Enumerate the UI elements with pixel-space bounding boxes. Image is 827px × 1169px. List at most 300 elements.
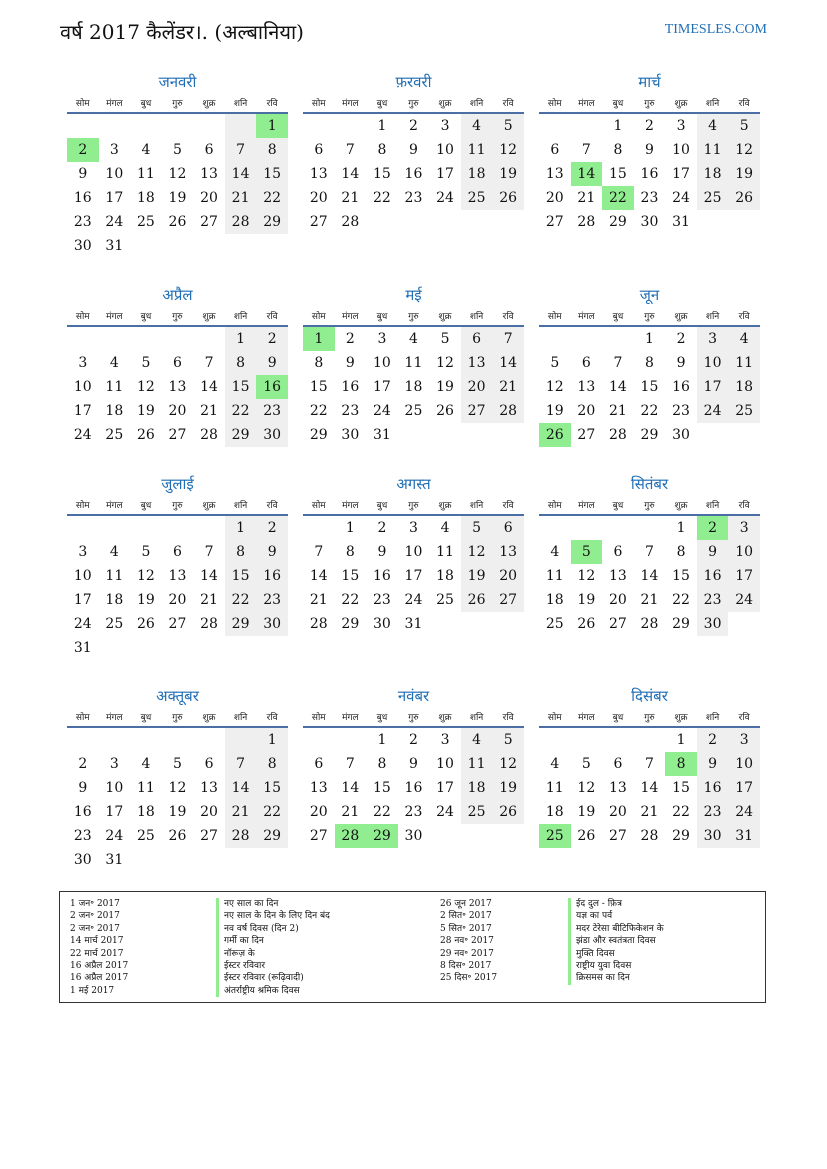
day-cell[interactable]: 16 (404, 166, 423, 182)
day-cell[interactable]: 23 (672, 403, 690, 419)
day-cell[interactable]: 5 (492, 114, 524, 138)
day-cell[interactable]: 11 (105, 379, 124, 395)
day-cell[interactable]: 26 (539, 423, 571, 447)
day-cell[interactable]: 24 (697, 399, 729, 423)
day-cell[interactable]: 28 (608, 427, 627, 443)
day-cell[interactable]: 2 (78, 756, 88, 772)
day-cell[interactable]: 21 (640, 592, 659, 608)
day-cell[interactable]: 8 (256, 138, 288, 162)
day-cell[interactable]: 11 (136, 166, 155, 182)
day-cell[interactable]: 22 (672, 804, 690, 820)
day-cell[interactable]: 15 (608, 166, 627, 182)
day-cell[interactable]: 15 (672, 780, 690, 796)
day-cell[interactable]: 25 (404, 403, 423, 419)
day-cell[interactable]: 17 (73, 403, 92, 419)
day-cell[interactable]: 13 (492, 540, 524, 564)
day-cell[interactable]: 6 (173, 544, 182, 560)
day-cell[interactable]: 8 (377, 142, 387, 158)
day-cell[interactable]: 25 (461, 186, 493, 210)
day-cell[interactable]: 19 (136, 403, 155, 419)
day-cell[interactable]: 21 (225, 800, 257, 824)
day-cell[interactable]: 4 (409, 331, 418, 347)
day-cell[interactable]: 27 (608, 616, 627, 632)
day-cell[interactable]: 1 (676, 520, 686, 536)
day-cell[interactable]: 6 (581, 355, 591, 371)
day-cell[interactable]: 13 (168, 568, 187, 584)
day-cell[interactable]: 27 (577, 427, 596, 443)
day-cell[interactable]: 15 (256, 776, 288, 800)
day-cell[interactable]: 29 (225, 612, 257, 636)
day-cell[interactable]: 30 (372, 616, 391, 632)
day-cell[interactable]: 2 (256, 327, 288, 351)
day-cell[interactable]: 16 (640, 166, 659, 182)
day-cell[interactable]: 18 (136, 190, 155, 206)
day-cell[interactable]: 2 (377, 520, 387, 536)
day-cell[interactable]: 29 (341, 616, 360, 632)
day-cell[interactable]: 13 (309, 780, 328, 796)
day-cell[interactable]: 9 (256, 540, 288, 564)
day-cell[interactable]: 23 (372, 592, 391, 608)
day-cell[interactable]: 19 (168, 804, 187, 820)
day-cell[interactable]: 10 (436, 142, 454, 158)
day-cell[interactable]: 16 (256, 564, 288, 588)
day-cell[interactable]: 19 (461, 564, 493, 588)
day-cell[interactable]: 7 (613, 355, 623, 371)
day-cell[interactable]: 1 (225, 327, 257, 351)
day-cell[interactable]: 16 (404, 780, 423, 796)
day-cell[interactable]: 3 (697, 327, 729, 351)
day-cell[interactable]: 18 (105, 403, 124, 419)
day-cell[interactable]: 8 (345, 544, 355, 560)
day-cell[interactable]: 21 (341, 804, 360, 820)
day-cell[interactable]: 24 (436, 804, 454, 820)
day-cell[interactable]: 26 (168, 214, 187, 230)
day-cell[interactable]: 24 (73, 616, 92, 632)
day-cell[interactable]: 14 (571, 162, 603, 186)
day-cell[interactable]: 13 (608, 780, 627, 796)
day-cell[interactable]: 8 (645, 355, 654, 371)
day-cell[interactable]: 28 (200, 616, 218, 632)
day-cell[interactable]: 10 (73, 568, 92, 584)
day-cell[interactable]: 23 (341, 403, 360, 419)
day-cell[interactable]: 21 (225, 186, 257, 210)
day-cell[interactable]: 5 (440, 331, 450, 347)
day-cell[interactable]: 16 (341, 379, 360, 395)
day-cell[interactable]: 10 (672, 142, 690, 158)
day-cell[interactable]: 22 (225, 399, 257, 423)
day-cell[interactable]: 24 (105, 828, 124, 844)
day-cell[interactable]: 5 (728, 114, 760, 138)
day-cell[interactable]: 5 (461, 516, 493, 540)
day-cell[interactable]: 9 (697, 752, 729, 776)
day-cell[interactable]: 6 (314, 756, 324, 772)
day-cell[interactable]: 12 (545, 379, 564, 395)
day-cell[interactable]: 18 (697, 162, 729, 186)
day-cell[interactable]: 14 (309, 568, 328, 584)
day-cell[interactable]: 14 (640, 780, 659, 796)
day-cell[interactable]: 22 (225, 588, 257, 612)
day-cell[interactable]: 15 (225, 564, 257, 588)
day-cell[interactable]: 6 (204, 142, 214, 158)
day-cell[interactable]: 18 (461, 162, 493, 186)
day-cell[interactable]: 29 (672, 828, 690, 844)
day-cell[interactable]: 17 (728, 564, 760, 588)
day-cell[interactable]: 13 (168, 379, 187, 395)
day-cell[interactable]: 11 (545, 568, 564, 584)
day-cell[interactable]: 11 (105, 568, 124, 584)
day-cell[interactable]: 18 (436, 568, 454, 584)
day-cell[interactable]: 1 (345, 520, 355, 536)
day-cell[interactable]: 12 (492, 138, 524, 162)
day-cell[interactable]: 17 (372, 379, 391, 395)
day-cell[interactable]: 11 (436, 544, 454, 560)
day-cell[interactable]: 12 (168, 166, 187, 182)
day-cell[interactable]: 14 (200, 379, 218, 395)
day-cell[interactable]: 22 (372, 190, 391, 206)
day-cell[interactable]: 17 (697, 375, 729, 399)
day-cell[interactable]: 23 (73, 828, 92, 844)
day-cell[interactable]: 23 (697, 588, 729, 612)
day-cell[interactable]: 29 (309, 427, 328, 443)
day-cell[interactable]: 17 (105, 190, 124, 206)
day-cell[interactable]: 9 (409, 756, 418, 772)
day-cell[interactable]: 9 (256, 351, 288, 375)
day-cell[interactable]: 30 (697, 824, 729, 848)
day-cell[interactable]: 3 (377, 331, 387, 347)
day-cell[interactable]: 23 (256, 399, 288, 423)
day-cell[interactable]: 28 (200, 427, 218, 443)
day-cell[interactable]: 22 (341, 592, 360, 608)
day-cell[interactable]: 19 (728, 162, 760, 186)
day-cell[interactable]: 17 (436, 166, 454, 182)
day-cell[interactable]: 15 (341, 568, 360, 584)
site-link[interactable]: TIMESLES.COM (664, 22, 767, 37)
day-cell[interactable]: 30 (697, 612, 729, 636)
day-cell[interactable]: 26 (461, 588, 493, 612)
day-cell[interactable]: 13 (200, 780, 218, 796)
day-cell[interactable]: 23 (697, 800, 729, 824)
day-cell[interactable]: 19 (577, 592, 596, 608)
day-cell[interactable]: 29 (256, 210, 288, 234)
day-cell[interactable]: 5 (141, 355, 151, 371)
day-cell[interactable]: 7 (492, 327, 524, 351)
day-cell[interactable]: 25 (728, 399, 760, 423)
day-cell[interactable]: 15 (256, 162, 288, 186)
day-cell[interactable]: 28 (640, 828, 659, 844)
day-cell[interactable]: 9 (78, 166, 88, 182)
day-cell[interactable]: 9 (409, 142, 418, 158)
day-cell[interactable]: 12 (728, 138, 760, 162)
day-cell[interactable]: 4 (550, 756, 560, 772)
day-cell[interactable]: 4 (141, 142, 151, 158)
day-cell[interactable]: 16 (372, 568, 391, 584)
day-cell[interactable]: 11 (136, 780, 155, 796)
day-cell[interactable]: 1 (256, 114, 288, 138)
day-cell[interactable]: 25 (105, 427, 124, 443)
day-cell[interactable]: 7 (645, 756, 654, 772)
day-cell[interactable]: 26 (492, 186, 524, 210)
day-cell[interactable]: 20 (200, 190, 218, 206)
day-cell[interactable]: 14 (225, 776, 257, 800)
day-cell[interactable]: 27 (168, 616, 187, 632)
day-cell[interactable]: 31 (672, 214, 690, 230)
day-cell[interactable]: 4 (141, 756, 151, 772)
day-cell[interactable]: 6 (204, 756, 214, 772)
day-cell[interactable]: 22 (256, 186, 288, 210)
day-cell[interactable]: 26 (728, 186, 760, 210)
day-cell[interactable]: 20 (168, 592, 187, 608)
day-cell[interactable]: 6 (613, 544, 623, 560)
day-cell[interactable]: 5 (550, 355, 560, 371)
day-cell[interactable]: 27 (168, 427, 187, 443)
day-cell[interactable]: 14 (341, 780, 360, 796)
day-cell[interactable]: 9 (697, 540, 729, 564)
day-cell[interactable]: 12 (461, 540, 493, 564)
day-cell[interactable]: 1 (676, 732, 686, 748)
day-cell[interactable]: 19 (436, 379, 454, 395)
day-cell[interactable]: 23 (404, 190, 423, 206)
day-cell[interactable]: 2 (697, 516, 729, 540)
day-cell[interactable]: 10 (105, 780, 124, 796)
day-cell[interactable]: 13 (545, 166, 564, 182)
day-cell[interactable]: 6 (492, 516, 524, 540)
day-cell[interactable]: 24 (728, 800, 760, 824)
day-cell[interactable]: 25 (545, 616, 564, 632)
day-cell[interactable]: 12 (436, 355, 454, 371)
day-cell[interactable]: 12 (136, 568, 155, 584)
day-cell[interactable]: 10 (728, 540, 760, 564)
day-cell[interactable]: 14 (492, 351, 524, 375)
day-cell[interactable]: 22 (672, 592, 690, 608)
day-cell[interactable]: 17 (105, 804, 124, 820)
day-cell[interactable]: 10 (697, 351, 729, 375)
day-cell[interactable]: 30 (404, 828, 423, 844)
day-cell[interactable]: 8 (314, 355, 324, 371)
day-cell[interactable]: 18 (728, 375, 760, 399)
day-cell[interactable]: 9 (377, 544, 387, 560)
day-cell[interactable]: 10 (372, 355, 391, 371)
day-cell[interactable]: 19 (136, 592, 155, 608)
day-cell[interactable]: 16 (697, 776, 729, 800)
day-cell[interactable]: 15 (672, 568, 690, 584)
day-cell[interactable]: 28 (640, 616, 659, 632)
day-cell[interactable]: 25 (697, 186, 729, 210)
day-cell[interactable]: 7 (645, 544, 654, 560)
day-cell[interactable]: 31 (728, 824, 760, 848)
day-cell[interactable]: 13 (577, 379, 596, 395)
day-cell[interactable]: 15 (372, 780, 391, 796)
day-cell[interactable]: 1 (377, 118, 387, 134)
day-cell[interactable]: 29 (640, 427, 659, 443)
day-cell[interactable]: 7 (345, 756, 355, 772)
day-cell[interactable]: 10 (73, 379, 92, 395)
day-cell[interactable]: 20 (200, 804, 218, 820)
day-cell[interactable]: 4 (728, 327, 760, 351)
day-cell[interactable]: 28 (225, 210, 257, 234)
day-cell[interactable]: 31 (404, 616, 423, 632)
day-cell[interactable]: 16 (697, 564, 729, 588)
day-cell[interactable]: 11 (404, 355, 423, 371)
day-cell[interactable]: 20 (309, 804, 328, 820)
day-cell[interactable]: 17 (672, 166, 690, 182)
day-cell[interactable]: 3 (78, 544, 88, 560)
day-cell[interactable]: 27 (545, 214, 564, 230)
day-cell[interactable]: 25 (461, 800, 493, 824)
day-cell[interactable]: 4 (109, 544, 119, 560)
day-cell[interactable]: 20 (309, 190, 328, 206)
day-cell[interactable]: 2 (67, 138, 99, 162)
day-cell[interactable]: 3 (440, 732, 450, 748)
day-cell[interactable]: 22 (309, 403, 328, 419)
day-cell[interactable]: 3 (676, 118, 686, 134)
day-cell[interactable]: 21 (492, 375, 524, 399)
day-cell[interactable]: 21 (200, 403, 218, 419)
day-cell[interactable]: 25 (105, 616, 124, 632)
day-cell[interactable]: 10 (404, 544, 423, 560)
day-cell[interactable]: 16 (256, 375, 288, 399)
day-cell[interactable]: 31 (73, 640, 92, 656)
day-cell[interactable]: 15 (640, 379, 659, 395)
day-cell[interactable]: 1 (613, 118, 623, 134)
day-cell[interactable]: 7 (204, 355, 214, 371)
day-cell[interactable]: 10 (436, 756, 454, 772)
day-cell[interactable]: 24 (73, 427, 92, 443)
day-cell[interactable]: 22 (256, 800, 288, 824)
day-cell[interactable]: 7 (204, 544, 214, 560)
day-cell[interactable]: 22 (640, 403, 659, 419)
day-cell[interactable]: 26 (168, 828, 187, 844)
day-cell[interactable]: 21 (341, 190, 360, 206)
day-cell[interactable]: 6 (461, 327, 493, 351)
day-cell[interactable]: 3 (109, 142, 119, 158)
day-cell[interactable]: 12 (577, 780, 596, 796)
day-cell[interactable]: 28 (309, 616, 328, 632)
day-cell[interactable]: 20 (577, 403, 596, 419)
day-cell[interactable]: 6 (613, 756, 623, 772)
day-cell[interactable]: 24 (436, 190, 454, 206)
day-cell[interactable]: 2 (256, 516, 288, 540)
day-cell[interactable]: 24 (404, 592, 423, 608)
day-cell[interactable]: 18 (461, 776, 493, 800)
day-cell[interactable]: 27 (200, 214, 218, 230)
day-cell[interactable]: 19 (492, 162, 524, 186)
day-cell[interactable]: 21 (309, 592, 328, 608)
day-cell[interactable]: 11 (697, 138, 729, 162)
day-cell[interactable]: 14 (200, 568, 218, 584)
day-cell[interactable]: 29 (672, 616, 690, 632)
day-cell[interactable]: 13 (200, 166, 218, 182)
day-cell[interactable]: 4 (109, 355, 119, 371)
day-cell[interactable]: 12 (492, 752, 524, 776)
day-cell[interactable]: 8 (665, 752, 697, 776)
day-cell[interactable]: 30 (640, 214, 659, 230)
day-cell[interactable]: 4 (550, 544, 560, 560)
day-cell[interactable]: 19 (492, 776, 524, 800)
day-cell[interactable]: 8 (256, 752, 288, 776)
day-cell[interactable]: 20 (492, 564, 524, 588)
day-cell[interactable]: 16 (73, 804, 92, 820)
day-cell[interactable]: 27 (309, 828, 328, 844)
day-cell[interactable]: 19 (545, 403, 564, 419)
day-cell[interactable]: 15 (225, 375, 257, 399)
day-cell[interactable]: 2 (676, 331, 686, 347)
day-cell[interactable]: 27 (461, 399, 493, 423)
day-cell[interactable]: 24 (728, 588, 760, 612)
day-cell[interactable]: 7 (225, 138, 257, 162)
day-cell[interactable]: 1 (645, 331, 654, 347)
day-cell[interactable]: 2 (345, 331, 355, 347)
day-cell[interactable]: 25 (539, 824, 571, 848)
day-cell[interactable]: 31 (105, 852, 124, 868)
day-cell[interactable]: 29 (608, 214, 627, 230)
day-cell[interactable]: 10 (105, 166, 124, 182)
day-cell[interactable]: 14 (608, 379, 627, 395)
day-cell[interactable]: 30 (341, 427, 360, 443)
day-cell[interactable]: 2 (409, 732, 418, 748)
day-cell[interactable]: 22 (372, 804, 391, 820)
day-cell[interactable]: 9 (676, 355, 686, 371)
day-cell[interactable]: 16 (73, 190, 92, 206)
day-cell[interactable]: 30 (73, 238, 92, 254)
day-cell[interactable]: 2 (645, 118, 654, 134)
day-cell[interactable]: 12 (168, 780, 187, 796)
day-cell[interactable]: 27 (608, 828, 627, 844)
day-cell[interactable]: 8 (613, 142, 623, 158)
day-cell[interactable]: 20 (608, 804, 627, 820)
day-cell[interactable]: 20 (461, 375, 493, 399)
day-cell[interactable]: 1 (256, 728, 288, 752)
day-cell[interactable]: 31 (105, 238, 124, 254)
day-cell[interactable]: 27 (492, 588, 524, 612)
day-cell[interactable]: 21 (608, 403, 627, 419)
day-cell[interactable]: 1 (225, 516, 257, 540)
day-cell[interactable]: 19 (577, 804, 596, 820)
day-cell[interactable]: 26 (436, 403, 454, 419)
day-cell[interactable]: 2 (697, 728, 729, 752)
day-cell[interactable]: 29 (225, 423, 257, 447)
day-cell[interactable]: 23 (73, 214, 92, 230)
day-cell[interactable]: 21 (640, 804, 659, 820)
day-cell[interactable]: 3 (78, 355, 88, 371)
day-cell[interactable]: 5 (492, 728, 524, 752)
day-cell[interactable]: 23 (640, 190, 659, 206)
day-cell[interactable]: 26 (577, 616, 596, 632)
day-cell[interactable]: 18 (136, 804, 155, 820)
day-cell[interactable]: 5 (581, 756, 591, 772)
day-cell[interactable]: 23 (256, 588, 288, 612)
day-cell[interactable]: 9 (345, 355, 355, 371)
day-cell[interactable]: 21 (577, 190, 596, 206)
day-cell[interactable]: 24 (372, 403, 391, 419)
day-cell[interactable]: 30 (256, 423, 288, 447)
day-cell[interactable]: 6 (314, 142, 324, 158)
day-cell[interactable]: 9 (645, 142, 654, 158)
day-cell[interactable]: 11 (545, 780, 564, 796)
day-cell[interactable]: 14 (640, 568, 659, 584)
day-cell[interactable]: 3 (409, 520, 418, 536)
day-cell[interactable]: 30 (73, 852, 92, 868)
day-cell[interactable]: 3 (728, 516, 760, 540)
day-cell[interactable]: 5 (571, 540, 603, 564)
day-cell[interactable]: 26 (136, 427, 155, 443)
day-cell[interactable]: 9 (78, 780, 88, 796)
day-cell[interactable]: 15 (372, 166, 391, 182)
day-cell[interactable]: 28 (341, 214, 360, 230)
day-cell[interactable]: 30 (672, 427, 690, 443)
day-cell[interactable]: 24 (672, 190, 690, 206)
day-cell[interactable]: 3 (440, 118, 450, 134)
day-cell[interactable]: 4 (697, 114, 729, 138)
